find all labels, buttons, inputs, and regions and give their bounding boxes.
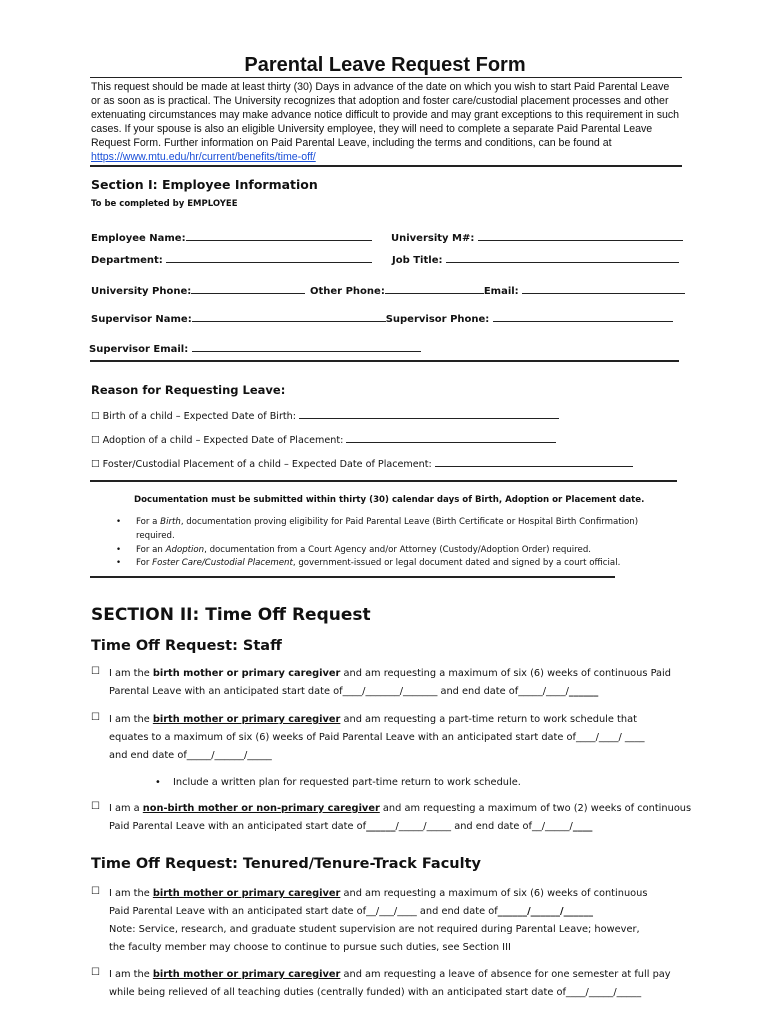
supervisor-phone-label: Supervisor Phone: [385, 314, 490, 325]
job-title-field[interactable] [446, 251, 679, 263]
section1-divider [90, 360, 679, 362]
university-phone-field[interactable] [191, 282, 305, 294]
staff-option1-text: I am the birth mother or primary caregiver and am requesting a maximum of six (6) weeks of continuous Paid Parental Leave with an anticipated start date of____/_______/_______ and end date of_____/____/______ [109, 668, 672, 697]
faculty-option2-checkbox[interactable]: ☐ [91, 967, 100, 978]
faculty-option1-checkbox[interactable]: ☐ [91, 886, 100, 897]
title-divider [90, 77, 682, 78]
benefits-link[interactable]: https://www.mtu.edu/hr/current/benefits/time-off/ [91, 151, 316, 163]
birth-date-field[interactable] [299, 407, 559, 419]
section1-title: Section I: Employee Information [91, 177, 318, 192]
staff-plan-bullet: • [155, 777, 161, 788]
documentation-divider [90, 576, 615, 578]
staff-option2-text: I am the birth mother or primary caregiver and am requesting a part-time return to work schedule that equates to a maximum of six (6) weeks of Paid Parental Leave with an anticipated start date of____/____/ ____ and end date of_____/______/_____ [109, 714, 645, 761]
doc-bullet-1: • [116, 517, 122, 527]
doc-item-birth-cont: required. [136, 531, 175, 541]
other-phone-row [310, 282, 685, 297]
reason-divider [90, 480, 677, 482]
staff-option2-checkbox[interactable]: ☐ [91, 712, 100, 723]
staff-plan-text: Include a written plan for requested part-time return to work schedule. [173, 777, 521, 788]
university-m-label: University M#: [391, 233, 475, 244]
reason-birth-row[interactable] [91, 407, 559, 422]
university-phone-label: University Phone: [91, 286, 192, 297]
doc-bullet-3: • [116, 558, 122, 568]
foster-date-field[interactable] [435, 455, 633, 467]
doc-item-adoption: For an Adoption, documentation from a Court Agency and/or Attorney (Custody/Adoption Order) required. [136, 545, 592, 555]
doc-item-foster: For Foster Care/Custodial Placement, government-issued or legal document dated and signed by a court official. [136, 558, 621, 568]
employee-name-row [91, 229, 372, 244]
supervisor-email-row [89, 340, 421, 355]
staff-option3-text: I am a non-birth mother or non-primary caregiver and am requesting a maximum of two (2) weeks of continuous Paid Parental Leave with an anticipated start date of______/_____/_____ and end date of__/_____/____ [109, 803, 692, 832]
supervisor-name-label: Supervisor Name: [91, 314, 192, 325]
department-field[interactable] [166, 251, 372, 263]
section1-subtitle: To be completed by EMPLOYEE [91, 199, 238, 209]
supervisor-name-field[interactable] [192, 310, 386, 322]
faculty-option2-text: I am the birth mother or primary caregiver and am requesting a leave of absence for one semester at full pay while being relieved of all teaching duties (centrally funded) with an anticipated start date of____/_____/_____ [109, 969, 671, 998]
intro-paragraph [91, 80, 681, 164]
faculty-title: Time Off Request: Tenured/Tenure-Track Faculty [91, 856, 481, 872]
staff-option1-checkbox[interactable]: ☐ [91, 666, 100, 677]
other-phone-field[interactable] [385, 282, 484, 294]
university-m-field[interactable] [478, 229, 683, 241]
department-label: Department: [91, 255, 163, 266]
page-title: Parental Leave Request Form [244, 54, 526, 76]
staff-title: Time Off Request: Staff [91, 638, 282, 654]
doc-bullet-2: • [116, 545, 122, 555]
reason-adoption-label: ☐ Adoption of a child – Expected Date of Placement: [91, 435, 344, 446]
doc-item-birth: For a Birth, documentation proving eligibility for Paid Parental Leave (Birth Certificate or Hospital Birth Confirmation) [136, 517, 639, 527]
supervisor-email-label: Supervisor Email: [89, 344, 189, 355]
documentation-heading: Documentation must be submitted within thirty (30) calendar days of Birth, Adoption or Placement date. [134, 495, 645, 505]
job-title-row [392, 251, 679, 266]
reason-adoption-row[interactable] [91, 431, 556, 446]
reason-title: Reason for Requesting Leave: [91, 383, 286, 397]
staff-option3-checkbox[interactable]: ☐ [91, 801, 100, 812]
department-row [91, 251, 372, 266]
employee-name-field[interactable] [186, 229, 372, 241]
supervisor-email-field[interactable] [192, 340, 421, 352]
reason-foster-row[interactable] [91, 455, 633, 470]
faculty-option1-text: I am the birth mother or primary caregiver and am requesting a maximum of six (6) weeks of continuous Paid Parental Leave with an anticipated start date of__/___/____ and end date of______/______/______ Note: Service, research, and graduate student supervision are not required during Parental Leave; however, the faculty member may choose to continue to pursue such duties, see Section III [109, 888, 648, 953]
intro-text: This request should be made at least thirty (30) Days in advance of the date on which you wish to start Paid Parental Leave or as soon as is practical. The University recognizes that adoption and foster care/custodial placement processes and other extenuating circumstances may make advance notice difficult to provide and may grant exceptions to this requirement in such cases. If your spouse is also an eligible University employee, they will need to complete a separate Paid Parental Leave Request Form. Further information on Paid Parental Leave, including the terms and conditions, can be found at [91, 81, 680, 149]
email-field[interactable] [522, 282, 685, 294]
reason-foster-label: ☐ Foster/Custodial Placement of a child – Expected Date of Placement: [91, 459, 432, 470]
university-phone-row [91, 282, 305, 297]
university-m-row [391, 229, 683, 244]
job-title-label: Job Title: [392, 255, 443, 266]
supervisor-name-row [91, 310, 673, 325]
employee-name-label: Employee Name: [91, 233, 186, 244]
section2-title: SECTION II: Time Off Request [91, 605, 371, 625]
supervisor-phone-field[interactable] [493, 310, 673, 322]
adoption-date-field[interactable] [346, 431, 556, 443]
other-phone-label: Other Phone: [310, 286, 385, 297]
reason-birth-label: ☐ Birth of a child – Expected Date of Birth: [91, 411, 296, 422]
intro-divider [90, 165, 682, 167]
email-label: Email: [483, 286, 519, 297]
